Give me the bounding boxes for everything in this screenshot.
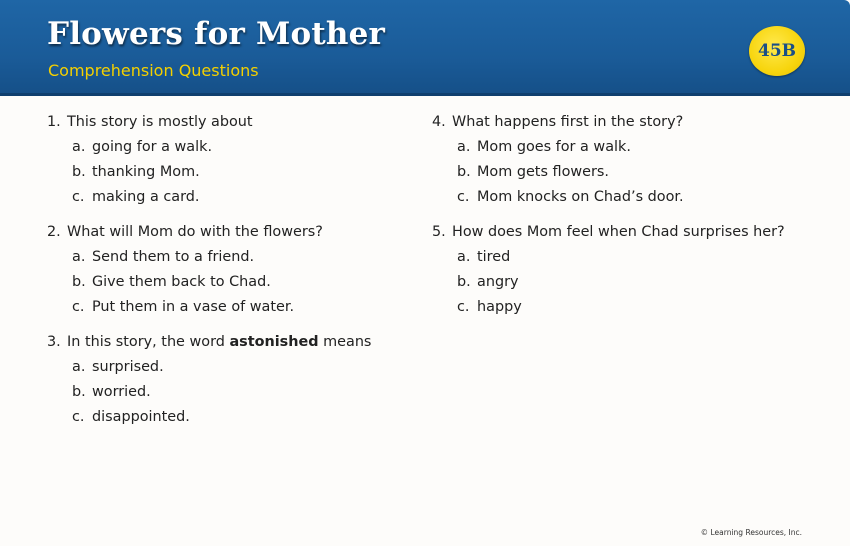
- answer-option: [457, 185, 812, 210]
- question-prompt: [47, 330, 417, 355]
- option-letter: b.: [72, 384, 86, 400]
- option-letter: c.: [72, 189, 85, 205]
- question-prompt: [432, 220, 812, 245]
- answer-option: [457, 160, 812, 185]
- card-title: Flowers for Mother: [47, 16, 386, 52]
- question-number: 2.: [47, 224, 61, 240]
- question-text-before: In this story, the word: [67, 334, 225, 350]
- question-number: 5.: [432, 224, 446, 240]
- question-text: What happens first in the story?: [452, 114, 684, 130]
- left-column: [47, 110, 417, 440]
- option-letter: b.: [457, 274, 471, 290]
- question-3: [47, 330, 417, 430]
- option-text: worried.: [92, 384, 151, 400]
- option-text: thanking Mom.: [92, 164, 200, 180]
- question-2: [47, 220, 417, 320]
- copyright-notice: © Learning Resources, Inc.: [700, 528, 802, 537]
- question-text: How does Mom feel when Chad surprises her?: [452, 224, 785, 240]
- option-text: Put them in a vase of water.: [92, 299, 295, 315]
- option-letter: b.: [457, 164, 471, 180]
- answer-option: [457, 245, 812, 270]
- option-text: tired: [477, 249, 511, 265]
- card-header: [0, 0, 850, 96]
- question-text: This story is mostly about: [67, 114, 253, 130]
- option-text: surprised.: [92, 359, 164, 375]
- option-letter: b.: [72, 274, 86, 290]
- question-prompt: [47, 220, 417, 245]
- right-column: [432, 110, 812, 330]
- answer-option: [72, 135, 417, 160]
- answer-option: [72, 270, 417, 295]
- option-letter: a.: [72, 359, 86, 375]
- answer-option: [72, 380, 417, 405]
- answer-option: [72, 185, 417, 210]
- vocabulary-word: astonished: [229, 334, 319, 350]
- option-letter: b.: [72, 164, 86, 180]
- option-text: going for a walk.: [92, 139, 213, 155]
- option-text: Send them to a friend.: [92, 249, 255, 265]
- answer-option: [72, 405, 417, 430]
- question-number: 1.: [47, 114, 61, 130]
- answer-option: [72, 245, 417, 270]
- question-number: 4.: [432, 114, 446, 130]
- question-text-after: means: [323, 334, 372, 350]
- option-text: Mom knocks on Chad’s door.: [477, 189, 684, 205]
- answer-option: [457, 270, 812, 295]
- question-text: [67, 330, 371, 355]
- answer-option: [72, 355, 417, 380]
- answer-option: [72, 295, 417, 320]
- question-1: [47, 110, 417, 210]
- option-letter: a.: [457, 249, 471, 265]
- option-letter: c.: [72, 299, 85, 315]
- question-number: 3.: [47, 334, 61, 350]
- option-letter: c.: [457, 299, 470, 315]
- option-letter: a.: [72, 139, 86, 155]
- question-5: [432, 220, 812, 320]
- question-text: What will Mom do with the flowers?: [67, 224, 323, 240]
- option-text: Mom goes for a walk.: [477, 139, 631, 155]
- option-letter: c.: [72, 409, 85, 425]
- option-text: disappointed.: [92, 409, 190, 425]
- option-text: making a card.: [92, 189, 200, 205]
- option-text: angry: [477, 274, 519, 290]
- option-letter: a.: [457, 139, 471, 155]
- option-text: happy: [477, 299, 522, 315]
- card-subtitle: Comprehension Questions: [48, 61, 259, 80]
- option-text: Give them back to Chad.: [92, 274, 271, 290]
- question-prompt: [432, 110, 812, 135]
- answer-option: [457, 135, 812, 160]
- question-4: [432, 110, 812, 210]
- answer-option: [457, 295, 812, 320]
- option-letter: a.: [72, 249, 86, 265]
- option-letter: c.: [457, 189, 470, 205]
- answer-option: [72, 160, 417, 185]
- card-number-badge: 45B: [749, 26, 805, 76]
- option-text: Mom gets flowers.: [477, 164, 609, 180]
- question-prompt: [47, 110, 417, 135]
